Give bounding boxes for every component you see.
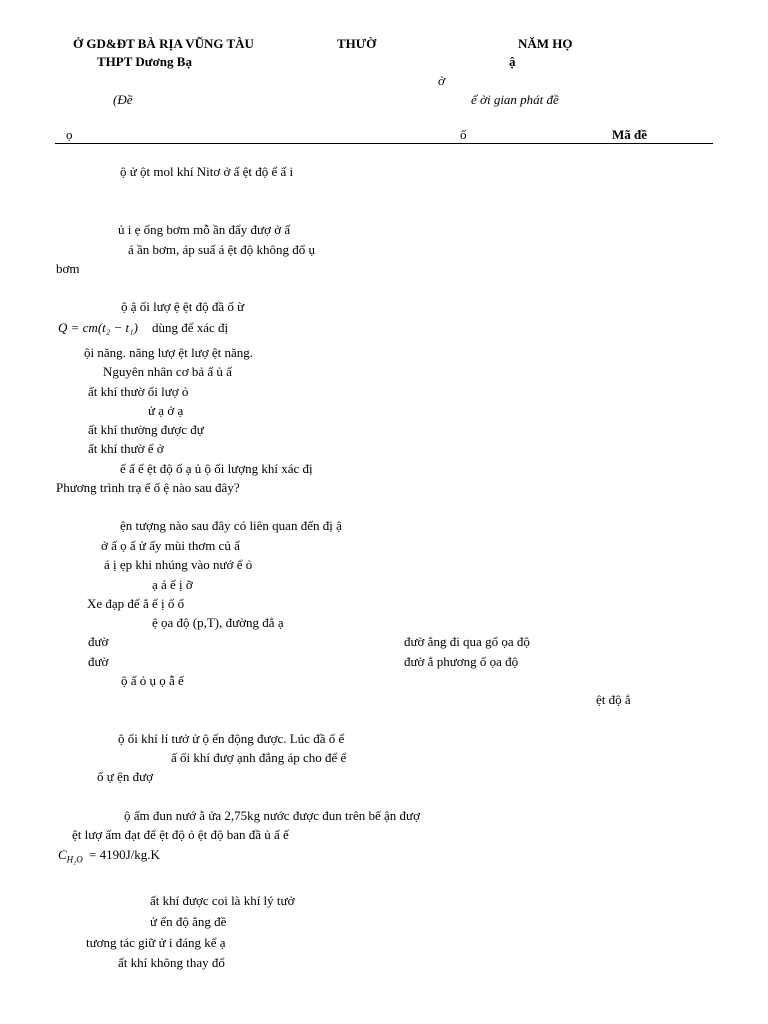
question-3-line: ộ ậ ối lượ ệ ệt độ đầ ố ừ (121, 299, 245, 314)
question-5-line: Phương trình trạ ế ố ệ nào sau đây? (56, 480, 240, 495)
question-6-option: ở ấ ọ ẩ ử ấy mùi thơm củ ẩ (101, 538, 240, 553)
question-10-line: ộ ấm đun nướ ằ ửa 2,75kg nước được đun trên bế ận đượ (124, 808, 420, 823)
question-7-option: đườ (88, 634, 109, 649)
exam-code-label: Mã đề (612, 127, 648, 142)
question-7-option: đườ (88, 654, 109, 669)
question-6-line: ện tượng nào sau đây có liên quan đến đị ậ (120, 518, 342, 533)
question-2-line: ủ i ẹ ống bơm mỗ ần đẩy đượ ở ấ (118, 222, 291, 237)
question-2-line: bơm (56, 261, 80, 276)
question-7-option: đườ ẳ phương ố ọa độ (404, 654, 519, 669)
question-9-line: ộ ối khí lí tưở ử ộ ển động được. Lúc đầ ố ể (118, 731, 345, 746)
question-4-option: ất khí thường được đự (88, 422, 204, 437)
question-1-line: ộ ử ột mol khí Nitơ ở ấ ệt độ ể ấ i (120, 164, 294, 179)
question-3-options: ội năng. năng lượ ệt lượ ệt năng. (84, 345, 253, 360)
header-divider (55, 143, 713, 144)
question-6-option: ạ á ể ị ỡ (152, 577, 193, 592)
question-4-line: Nguyên nhân cơ bả ấ ủ ấ (103, 364, 232, 379)
question-11-line: ất khí được coi là khí lý tưở (150, 893, 295, 908)
question-9-line: ấ ối khí đượ ạnh đẳng áp cho để ể (171, 750, 347, 765)
question-5-line: ế ấ ế ệt độ ố ạ ủ ộ ối lượng khí xác đị (120, 461, 313, 476)
exam-subtitle-2: ờ (438, 73, 445, 88)
question-2-line: á ần bơm, áp suấ á ệt độ không đổ ụ (128, 242, 316, 257)
question-11-option: ất khí không thay đổ (118, 955, 225, 970)
question-4-option: ất khí thườ ối lượ ỏ (88, 384, 189, 399)
question-10-line: ệt lượ ấm đạt để ệt độ ỏ ệt độ ban đầ ủ ấ ế (72, 827, 289, 842)
question-3-line: dùng để xác đị (152, 320, 229, 335)
exam-subtitle: ậ (509, 54, 516, 69)
question-9-line: ố ự ện đượ (97, 769, 153, 784)
department-name: Ở GD&ĐT BÀ RỊA VŨNG TÀU (73, 36, 254, 51)
exam-time-note: ể ời gian phát đề (471, 92, 559, 107)
student-number-label: ố (460, 127, 467, 142)
question-11-option: ử ển độ ẳng đề (150, 914, 227, 929)
question-8-line: ệt độ ẳ (596, 692, 631, 707)
heat-formula: Q = cm(t₂ − t₁) (58, 320, 139, 335)
question-4-option: ử ạ ở ạ (148, 403, 184, 418)
specific-heat-value: = 4190J/kg.K (89, 847, 160, 862)
question-7-line: ệ ọa độ (p,T), đường đẳ ạ (152, 615, 284, 630)
school-name: THPT Dương Bạ (97, 54, 192, 69)
exam-note-left: (Đề (113, 92, 133, 107)
question-6-option: á ị ẹp khi nhúng vào nướ ể ỏ (104, 557, 253, 572)
specific-heat-symbol: $C_{H_2O}$ (58, 847, 83, 865)
exam-title-part2: NĂM HỌ (518, 36, 573, 51)
question-6-option: Xe đạp để ắ ể ị ổ ố (87, 596, 185, 611)
exam-title-part1: THƯỜ (337, 36, 377, 51)
question-11-option: tương tác giữ ử i đáng kể ạ (86, 935, 226, 950)
student-name-label: ọ (66, 127, 73, 142)
question-7-option: đườ ẳng đi qua gố ọa độ (404, 634, 530, 649)
question-4-option: ất khí thườ ể ở (88, 441, 164, 456)
question-8-line: ộ ấ ỏ ụ ọ ẫ ế (121, 673, 184, 688)
